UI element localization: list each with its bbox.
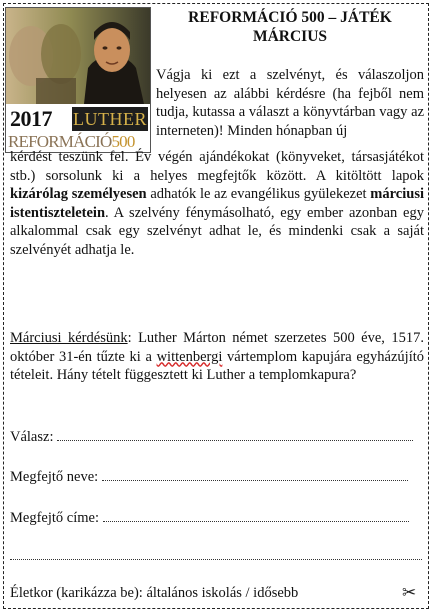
intro-paragraph-start: Vágja ki ezt a szelvényt, és válaszoljon helyesen az alábbi kérdésre (ha fejből nem tudja, kutassa a választ a könyvtárban vagy az interneten)! Minden hónapban új [156,67,424,139]
intro-paragraph-continued [10,148,424,260]
page-title [156,8,424,46]
intro-text-a: kérdést teszünk fel. Év végén ajándékokat (könyveket, társasjátékot stb.) sorsolunk ki a helyes megfejtők között. A kitöltött lapok [10,149,424,184]
logo-year: 2017 [10,106,52,131]
question-wittenbergi: wittenbergi [156,348,223,365]
intro-text-c: . A szelvény fénymásolható, egy ember azonban egy alkalommal csak egy szelvényt adhat le, és mindenki csak a saját szelvényét adhatja le. [10,204,424,258]
address-field-row [10,509,424,527]
name-input-line[interactable] [102,468,408,481]
intro-bold-march-services: márciusi istentiszteletein [10,186,424,221]
age-selection[interactable]: Életkor (karikázza be): általános iskolás / idősebb [10,585,299,601]
answer-field-row [10,428,424,446]
march-question [10,329,424,385]
name-field-row [10,468,424,486]
address-continuation-row [10,547,424,565]
address-input-line[interactable] [103,509,409,522]
question-label: Márciusi kérdésünk [10,330,128,346]
address-continuation-input-line[interactable] [10,547,422,560]
title-line-2: MÁRCIUS [252,28,328,45]
answer-input-line[interactable] [57,428,413,441]
logo-500-number: 500 [111,132,135,151]
reformacio-500-logo [5,7,151,153]
logo-luther-text: LUTHER [73,109,147,129]
luther-portraits-image [6,8,150,104]
address-label: Megfejtő címe: [10,510,99,526]
name-label: Megfejtő neve: [10,469,99,485]
answer-label: Válasz: [10,429,54,445]
intro-text-b: adhatók le az evangélikus gyülekezet [146,186,371,203]
question-text-b: vártemplom kapujára egyházújító tételeit. Hány tételt függesztett ki Luther a templomkapura? [10,348,425,384]
logo-reformacio-word: REFORMÁCIÓ [8,132,112,151]
intro-bold-personally: kizárólag személyesen [10,186,147,203]
scissors-icon: ✂ [402,583,417,602]
logo-luther-badge [72,107,148,131]
question-text-a: : Luther Márton német szerzetes 500 éve, 1517. október 31-én tűzte ki a [10,330,424,365]
title-line-1: REFORMÁCIÓ 500 – JÁTÉK [188,9,392,26]
